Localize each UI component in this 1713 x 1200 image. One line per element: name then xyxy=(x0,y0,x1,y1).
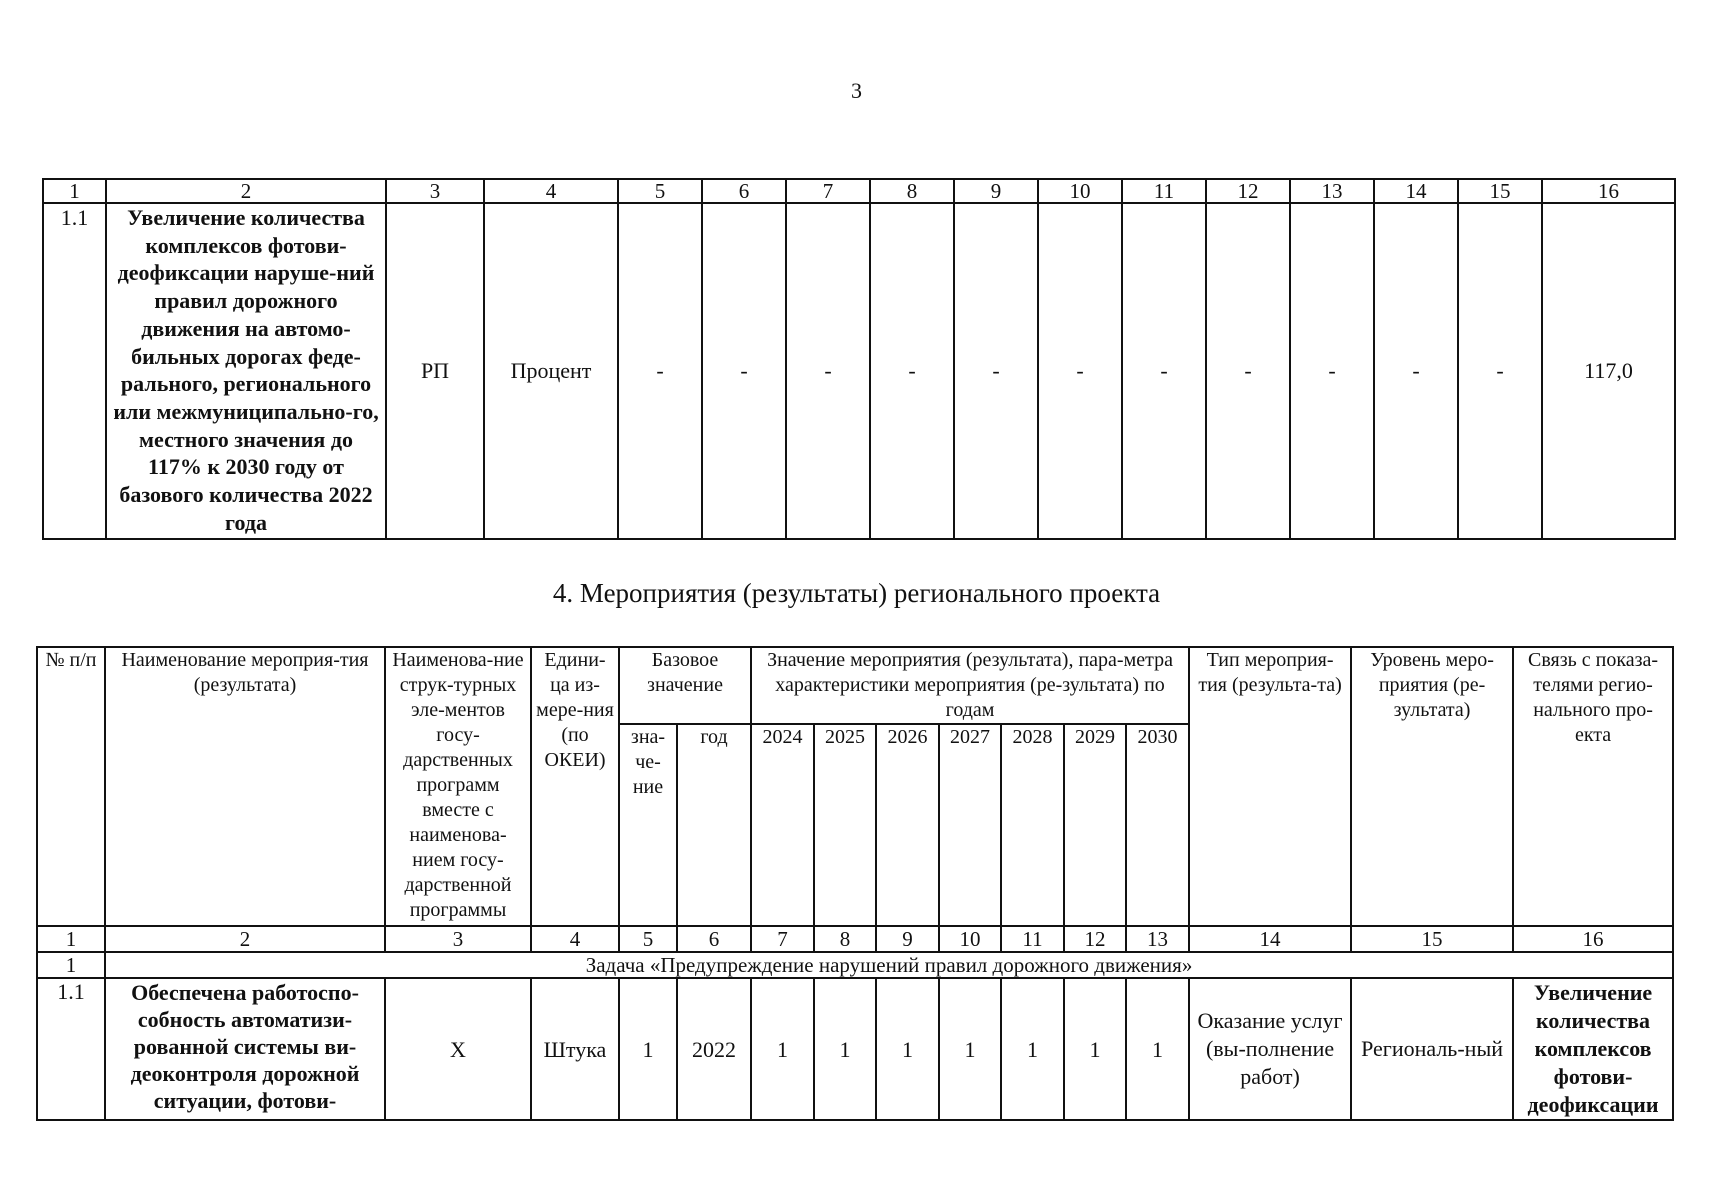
header-year: 2024 xyxy=(751,724,814,926)
column-number: 16 xyxy=(1542,179,1675,203)
event-value: 1 xyxy=(876,978,939,1120)
column-number: 13 xyxy=(1290,179,1374,203)
event-base-year: 2022 xyxy=(677,978,751,1120)
column-number: 9 xyxy=(876,926,939,952)
column-number: 6 xyxy=(677,926,751,952)
events-column-numbers xyxy=(37,926,1673,952)
event-base-value: 1 xyxy=(619,978,677,1120)
indicator-level: РП xyxy=(386,203,484,539)
table-row xyxy=(43,203,1675,539)
column-number: 7 xyxy=(786,179,870,203)
indicator-name: Увеличение количества комплексов фотови-деофиксации наруше-ний правил дорожного движения на автомо-бильных дорогах феде-рального, регионального или межмуниципально-го, местного значения до 117% к 2030 году от базового количества 2022 года xyxy=(106,203,386,539)
header-year: 2026 xyxy=(876,724,939,926)
header-name: Наименование мероприя-тия (результата) xyxy=(105,647,385,926)
indicator-value: - xyxy=(618,203,702,539)
column-number: 15 xyxy=(1458,179,1542,203)
indicator-value: - xyxy=(1290,203,1374,539)
column-number: 5 xyxy=(619,926,677,952)
event-value: 1 xyxy=(814,978,876,1120)
indicator-value: - xyxy=(1038,203,1122,539)
header-unit: Едини-ца из-мере-ния (по ОКЕИ) xyxy=(531,647,619,926)
page-number: 3 xyxy=(851,78,862,103)
event-link: Увеличение количества комплексов фотови-деофиксации xyxy=(1513,978,1673,1120)
column-number: 1 xyxy=(43,179,106,203)
column-number: 9 xyxy=(954,179,1038,203)
column-number: 11 xyxy=(1122,179,1206,203)
column-number: 8 xyxy=(814,926,876,952)
event-name: Обеспечена работоспо-собность автоматизи-рованной системы ви-деоконтроля дорожной ситуации, фотови- xyxy=(105,978,385,1120)
column-number: 16 xyxy=(1513,926,1673,952)
indicator-unit: Процент xyxy=(484,203,618,539)
event-value: 1 xyxy=(1126,978,1189,1120)
task-title: Задача «Предупреждение нарушений правил дорожного движения» xyxy=(105,952,1673,978)
column-number: 12 xyxy=(1064,926,1126,952)
column-number: 12 xyxy=(1206,179,1290,203)
column-number: 14 xyxy=(1189,926,1351,952)
header-num: № п/п xyxy=(37,647,105,926)
column-number: 11 xyxy=(1001,926,1064,952)
header-year: 2029 xyxy=(1064,724,1126,926)
row-number: 1.1 xyxy=(37,978,105,1120)
header-base-value: зна-че-ние xyxy=(619,724,677,926)
column-number: 4 xyxy=(531,926,619,952)
header-link: Связь с показа-телями регио-нального про-екта xyxy=(1513,647,1673,926)
event-value: 1 xyxy=(1064,978,1126,1120)
indicator-value: - xyxy=(1122,203,1206,539)
events-table xyxy=(36,646,1674,1121)
column-number: 3 xyxy=(386,179,484,203)
column-number: 14 xyxy=(1374,179,1458,203)
event-struct: Х xyxy=(385,978,531,1120)
column-number: 1 xyxy=(37,926,105,952)
event-value: 1 xyxy=(1001,978,1064,1120)
event-type: Оказание услуг (вы-полнение работ) xyxy=(1189,978,1351,1120)
column-number: 13 xyxy=(1126,926,1189,952)
indicator-value: - xyxy=(1374,203,1458,539)
indicators-table xyxy=(42,178,1676,540)
indicator-value: - xyxy=(1206,203,1290,539)
column-number: 5 xyxy=(618,179,702,203)
section-title: 4. Мероприятия (результаты) регионального проекта xyxy=(552,578,1161,608)
column-number: 4 xyxy=(484,179,618,203)
header-struct xyxy=(385,647,531,926)
column-number: 8 xyxy=(870,179,954,203)
column-number: 7 xyxy=(751,926,814,952)
task-row xyxy=(37,952,1673,978)
column-number: 3 xyxy=(385,926,531,952)
indicator-value: - xyxy=(786,203,870,539)
column-number: 10 xyxy=(1038,179,1122,203)
table-row xyxy=(37,978,1673,1120)
indicator-value: - xyxy=(870,203,954,539)
event-level: Региональ-ный xyxy=(1351,978,1513,1120)
header-year: 2027 xyxy=(939,724,1001,926)
header-year: 2025 xyxy=(814,724,876,926)
event-value: 1 xyxy=(939,978,1001,1120)
indicators-column-numbers xyxy=(43,179,1675,203)
events-header-row xyxy=(37,647,1673,724)
column-number: 2 xyxy=(106,179,386,203)
column-number: 15 xyxy=(1351,926,1513,952)
header-year: 2030 xyxy=(1126,724,1189,926)
task-number: 1 xyxy=(37,952,105,978)
header-year: 2028 xyxy=(1001,724,1064,926)
header-base: Базовое значение xyxy=(619,647,751,724)
column-number: 10 xyxy=(939,926,1001,952)
indicator-final-value: 117,0 xyxy=(1542,203,1675,539)
event-unit: Штука xyxy=(531,978,619,1120)
header-values-by-year: Значение мероприятия (результата), пара-метра характеристики мероприятия (ре-зультата) по годам xyxy=(751,647,1189,724)
indicator-value: - xyxy=(1458,203,1542,539)
indicator-value: - xyxy=(702,203,786,539)
header-type: Тип мероприя-тия (результа-та) xyxy=(1189,647,1351,926)
row-number: 1.1 xyxy=(43,203,106,539)
column-number: 2 xyxy=(105,926,385,952)
indicator-value: - xyxy=(954,203,1038,539)
header-level: Уровень меро-приятия (ре-зультата) xyxy=(1351,647,1513,926)
column-number: 6 xyxy=(702,179,786,203)
event-value: 1 xyxy=(751,978,814,1120)
header-base-year: год xyxy=(677,724,751,926)
header-struct-text: Наименова-ние струк-турных эле-ментов госу-дарственных программ вместе с наименова-нием госу-дарственной программы xyxy=(392,649,524,921)
